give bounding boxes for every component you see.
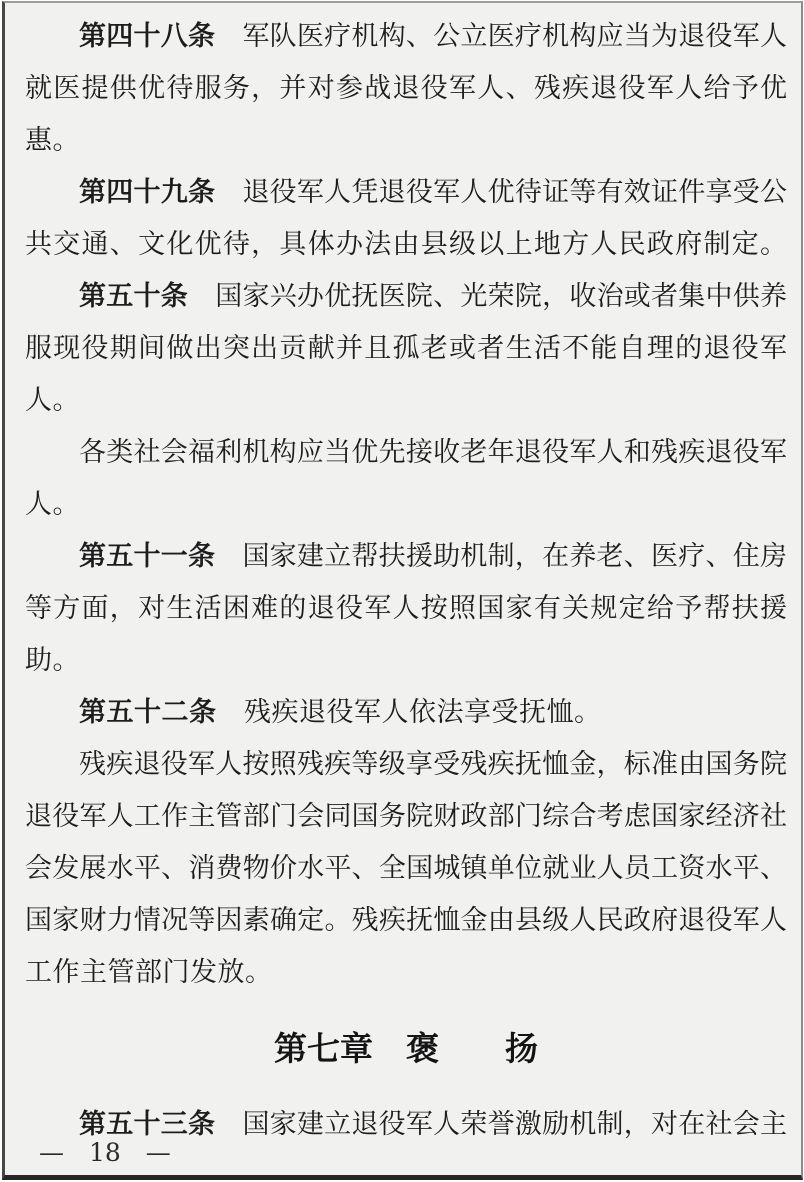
doc-line <box>25 427 787 479</box>
document-body <box>5 3 801 1151</box>
doc-line-text: 残疾退役军人依法享受抚恤。 <box>216 697 602 728</box>
doc-line <box>25 635 787 687</box>
article-number: 第四十九条 <box>79 177 216 208</box>
doc-line <box>25 843 787 895</box>
doc-line <box>25 895 787 947</box>
article-number: 第五十二条 <box>79 697 217 728</box>
doc-line-text: 国家建立退役军人荣誉激励机制，对在社会主 <box>215 1109 788 1140</box>
chapter-heading: 第七章 褒 扬 <box>274 1029 538 1068</box>
scanned-document-page <box>2 1 803 1180</box>
doc-line <box>25 791 787 843</box>
doc-line <box>25 479 787 531</box>
doc-line-text: 助。 <box>25 645 80 676</box>
doc-line-text: 退役军人凭退役军人优待证等有效证件享受公 <box>215 177 788 208</box>
doc-line-text: 国家建立帮扶援助机制，在养老、医疗、住房 <box>215 541 788 572</box>
doc-line <box>25 583 787 635</box>
doc-line <box>25 271 787 323</box>
doc-line-text: 各类社会福利机构应当优先接收老年退役军人和残疾退役军 <box>79 437 787 468</box>
doc-line <box>25 11 787 63</box>
doc-line-text: 惠。 <box>25 125 80 156</box>
doc-line-text: 国家财力情况等因素确定。残疾抚恤金由县级人民政府退役军人 <box>25 905 787 936</box>
doc-line <box>25 219 787 271</box>
doc-line-text: 共交通、文化优待，具体办法由县级以上地方人民政府制定。 <box>25 229 787 260</box>
doc-line-text: 等方面，对生活困难的退役军人按照国家有关规定给予帮扶援 <box>25 593 787 624</box>
doc-line <box>25 739 787 791</box>
doc-line <box>25 375 787 427</box>
doc-line-text: 人。 <box>25 489 80 520</box>
doc-line <box>25 947 787 999</box>
doc-line <box>25 115 787 167</box>
doc-line <box>25 63 787 115</box>
doc-line-text: 残疾退役军人按照残疾等级享受残疾抚恤金，标准由国务院 <box>79 749 787 780</box>
doc-line <box>25 167 787 219</box>
doc-line-text: 会发展水平、消费物价水平、全国城镇单位就业人员工资水平、 <box>25 853 787 884</box>
doc-line-text: 退役军人工作主管部门会同国务院财政部门综合考虑国家经济社 <box>25 801 787 832</box>
doc-line-text: 工作主管部门发放。 <box>25 957 273 988</box>
article-number: 第五十条 <box>79 281 188 312</box>
doc-line-text: 就医提供优待服务，并对参战退役军人、残疾退役军人给予优 <box>25 73 787 104</box>
article-number: 第五十三条 <box>79 1109 216 1140</box>
doc-line-text: 国家兴办优抚医院、光荣院，收治或者集中供养 <box>187 281 788 312</box>
doc-line <box>25 687 787 739</box>
article-number: 第四十八条 <box>79 21 216 52</box>
article-number: 第五十一条 <box>79 541 216 572</box>
doc-line-text: 服现役期间做出突出贡献并且孤老或者生活不能自理的退役军 <box>25 333 787 364</box>
page-number: — 18 — <box>39 1138 171 1167</box>
doc-line <box>25 531 787 583</box>
doc-line-text: 人。 <box>25 385 80 416</box>
doc-line-text: 军队医疗机构、公立医疗机构应当为退役军人 <box>215 21 788 52</box>
doc-line <box>25 323 787 375</box>
